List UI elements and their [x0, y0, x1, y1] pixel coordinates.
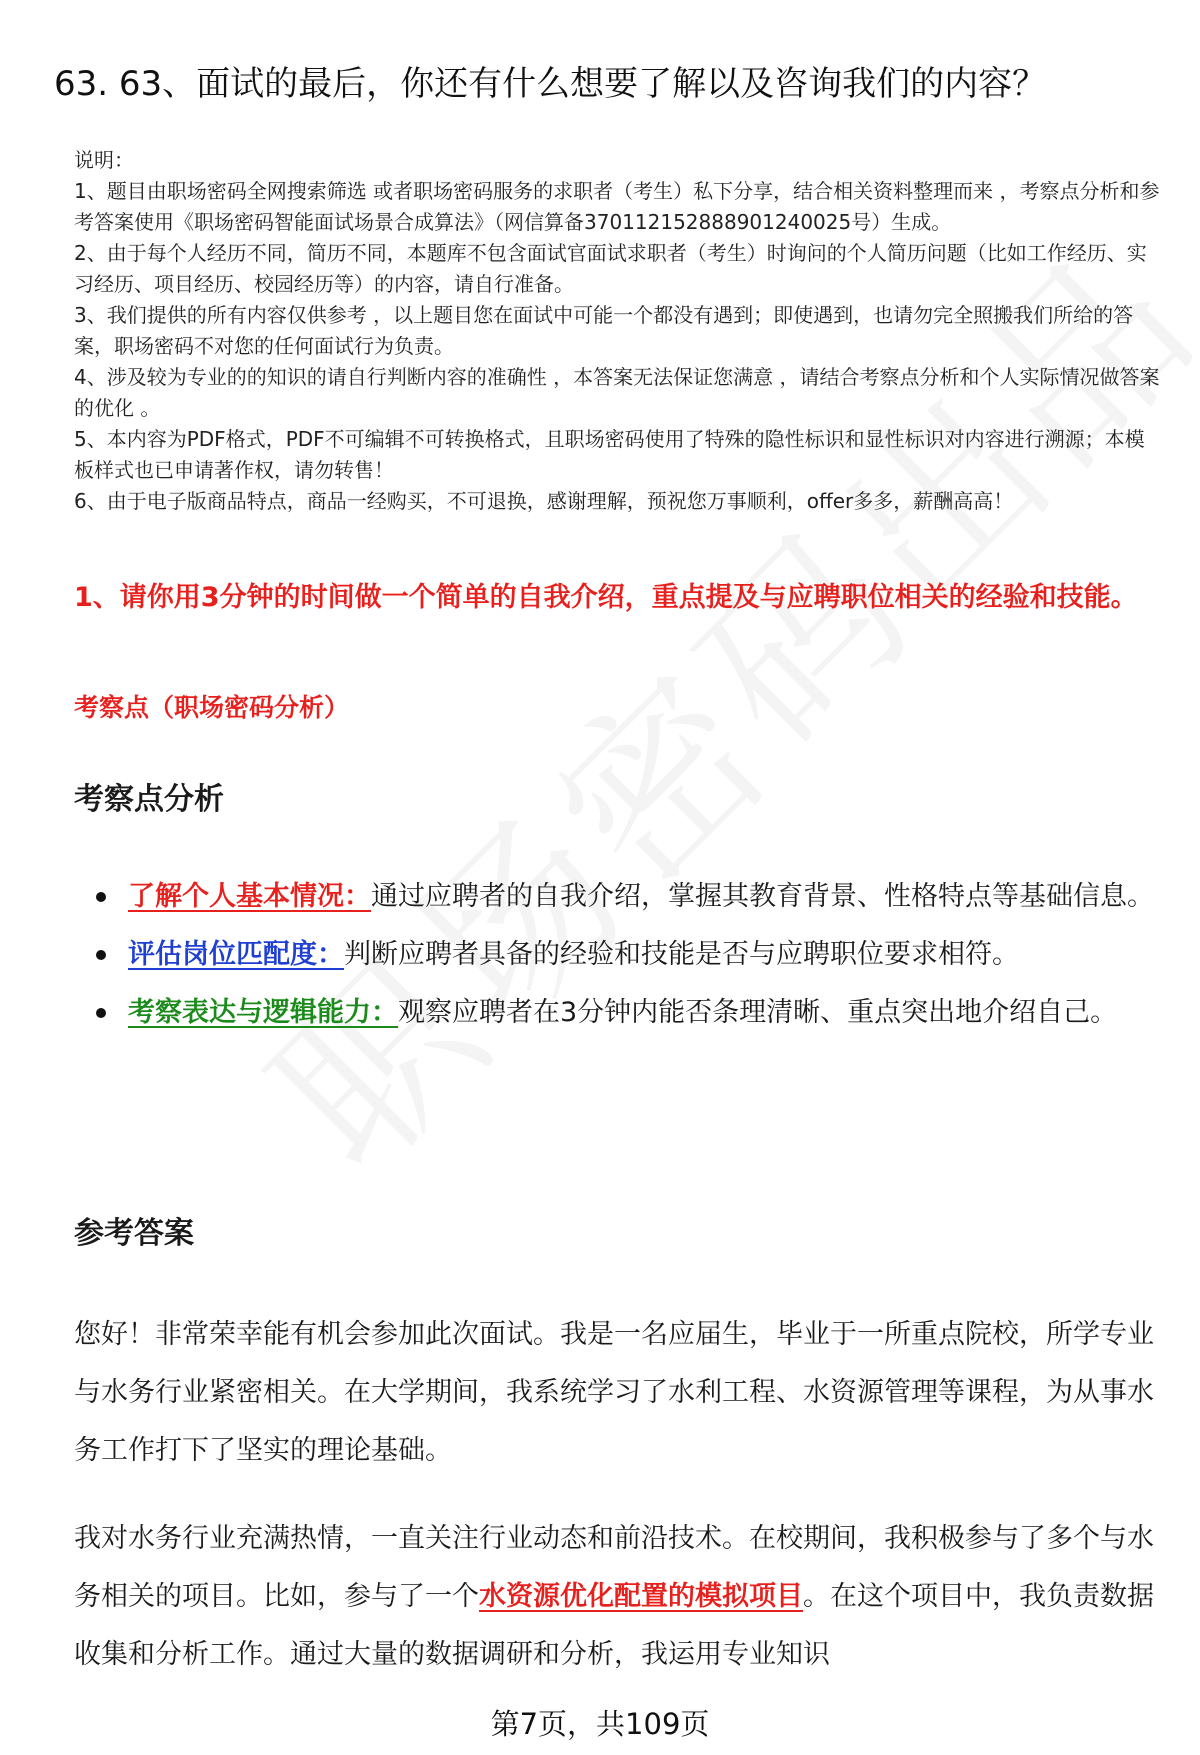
bullet-icon [96, 950, 106, 960]
bullet-icon [96, 892, 106, 902]
notes-section [74, 145, 1160, 517]
watermark [245, 430, 1016, 1201]
bullet-icon [96, 1008, 106, 1018]
analysis-item-lead: 考察表达与逻辑能力： [128, 997, 398, 1028]
analysis-item-text: 通过应聘者的自我介绍，掌握其教育背景、性格特点等基础信息。 [371, 881, 1154, 912]
analysis-item-lead: 评估岗位匹配度： [128, 939, 344, 970]
note-item: 1、题目由职场密码全网搜索筛选 或者职场密码服务的求职者（考生）私下分享，结合相关资料整理而来 ，考察点分析和参考答案使用《职场密码智能面试场景合成算法》（网信算备370112152888901240025号）生成。 [74, 179, 1160, 234]
highlight-phrase: 水资源优化配置的模拟项目 [479, 1581, 803, 1612]
answer-paragraph [74, 1510, 1158, 1684]
analysis-item [96, 926, 1156, 984]
notes-heading: 说明： [74, 148, 134, 172]
exam-point-label: 考察点（职场密码分析） [74, 693, 350, 722]
analysis-item-text: 判断应聘者具备的经验和技能是否与应聘职位要求相符。 [344, 939, 1019, 970]
note-item: 4、涉及较为专业的的知识的请自行判断内容的准确性 ，本答案无法保证您满意 ，请结合考察点分析和个人实际情况做答案的优化 。 [74, 365, 1160, 420]
answer-heading: 参考答案 [74, 1216, 194, 1251]
answer-text: 我对水务行业充满热情，一直关注行业动态和前沿技术。在校期间，我积极参与了多个与水务相关的项目。比如，参与了一个 [74, 1523, 1154, 1612]
answer-text: 。在这个项目中，我负责数据收集和分析工作。通过大量的数据调研和分析，我运用专业知识 [74, 1581, 1154, 1670]
analysis-heading: 考察点分析 [74, 782, 224, 817]
answer-paragraph: 您好！非常荣幸能有机会参加此次面试。我是一名应届生，毕业于一所重点院校，所学专业与水务行业紧密相关。在大学期间，我系统学习了水利工程、水资源管理等课程，为从事水务工作打下了坚实的理论基础。 [74, 1319, 1154, 1466]
note-item: 3、我们提供的所有内容仅供参考 ，以上题目您在面试中可能一个都没有遇到；即使遇到，也请勿完全照搬我们所给的答案，职场密码不对您的任何面试行为负责。 [74, 303, 1134, 358]
question-heading: 1、请你用3分钟的时间做一个简单的自我介绍，重点提及与应聘职位相关的经验和技能。 [74, 582, 1138, 613]
analysis-item-text: 观察应聘者在3分钟内能否条理清晰、重点突出地介绍自己。 [398, 997, 1118, 1028]
note-item: 6、由于电子版商品特点，商品一经购买，不可退换，感谢理解，预祝您万事顺利，offer多多，薪酬高高！ [74, 489, 1014, 513]
analysis-item [96, 868, 1156, 926]
note-item: 2、由于每个人经历不同，简历不同，本题库不包含面试官面试求职者（考生）时询问的个人简历问题（比如工作经历、实习经历、项目经历、校园经历等）的内容，请自行准备。 [74, 241, 1147, 296]
analysis-list [96, 868, 1156, 1042]
note-item: 5、本内容为PDF格式，PDF不可编辑不可转换格式，且职场密码使用了特殊的隐性标识和显性标识对内容进行溯源；本模板样式也已申请著作权，请勿转售！ [74, 427, 1145, 482]
analysis-item [96, 984, 1156, 1042]
page-title: 63. 63、面试的最后，你还有什么想要了解以及咨询我们的内容？ [54, 64, 1047, 104]
page-footer: 第7页，共109页 [490, 1707, 710, 1741]
analysis-item-lead: 了解个人基本情况： [128, 881, 371, 912]
